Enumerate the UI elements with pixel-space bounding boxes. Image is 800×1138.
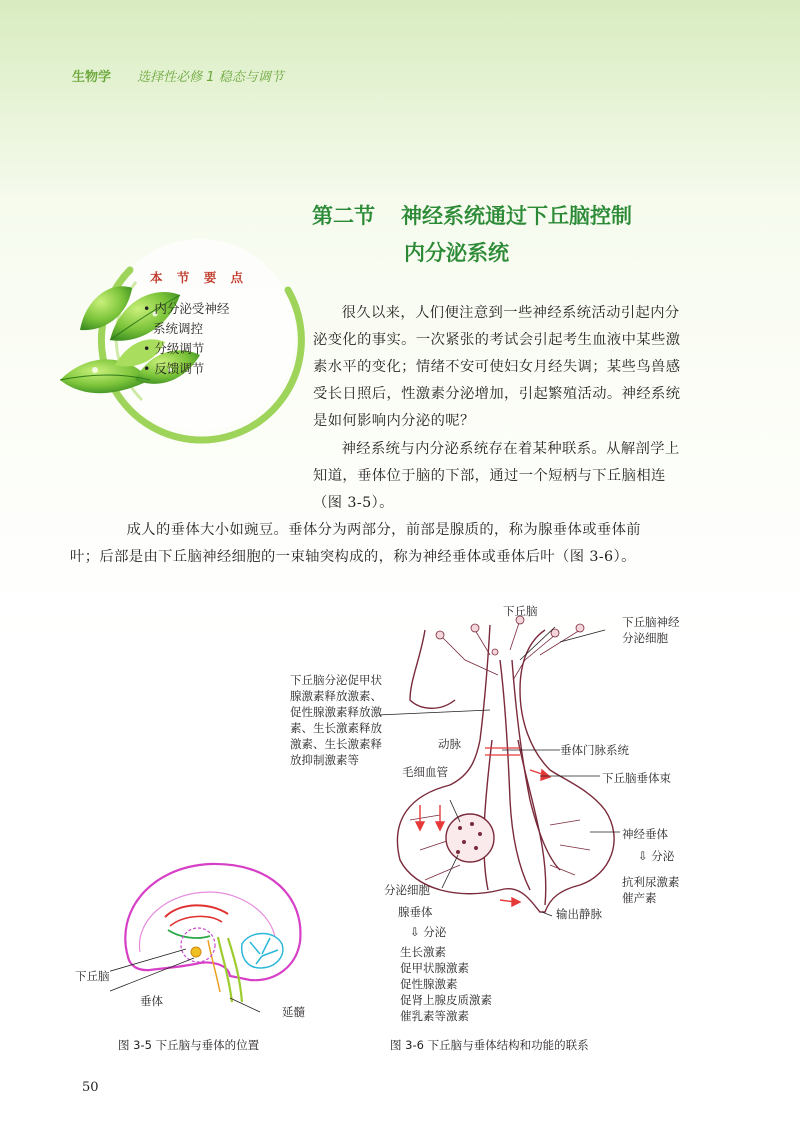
label-releasing-hormones: 下丘脑分泌促甲状 腺激素释放激素、 促性腺激素释放激 素、生长激素释放 激素、生长激素释 放抑制激素等 [290, 673, 382, 767]
key-point-item: • 分级调节 [143, 341, 205, 356]
key-point-item: • 反馈调节 [143, 361, 205, 376]
label-secrete-right: ⇩ 分泌 [638, 849, 675, 863]
paragraph-3-continued: 叶；后部是由下丘脑神经细胞的一束轴突构成的，称为神经垂体或垂体后叶（图 3-6）。 [70, 549, 636, 565]
page-number: 50 [82, 1080, 99, 1095]
label-hypothalamus: 下丘脑 [75, 969, 110, 983]
paragraph-3: 成人的垂体大小如豌豆。垂体分为两部分，前部是腺质的，称为腺垂体或垂体前 [126, 522, 641, 538]
figure-3-6-caption: 图 3-6 下丘脑与垂体结构和功能的联系 [390, 1038, 589, 1052]
section-number: 第二节 [312, 204, 375, 228]
label-secrete-left: ⇩ 分泌 [410, 925, 447, 939]
key-points-heading: 本 节 要 点 [150, 270, 249, 285]
label-adenohypophysis: 腺垂体 [398, 905, 433, 919]
label-hypothalamic-tract: 下丘脑垂体束 [602, 771, 671, 785]
label-pituitary: 垂体 [140, 994, 163, 1008]
header-subject: 生物学 [72, 70, 112, 85]
figure-3-5-caption: 图 3-5 下丘脑与垂体的位置 [118, 1038, 260, 1052]
running-header [72, 66, 284, 85]
section-title [312, 198, 632, 272]
label-neurosecretory-cells: 下丘脑神经 分泌细胞 [622, 615, 680, 645]
label-portal-system: 垂体门脉系统 [560, 743, 629, 757]
key-point-item-continued: 系统调控 [153, 321, 204, 336]
label-output-vein: 输出静脉 [556, 907, 602, 921]
label-neurohypophysis: 神经垂体 [622, 827, 668, 841]
paragraph-2: 神经系统与内分泌系统存在着某种联系。从解剖学上知道，垂体位于脑的下部，通过一个短柄与下丘脑相连（图 3-5）。 [313, 441, 680, 511]
label-capillary: 毛细血管 [402, 765, 448, 779]
header-book-title: 选择性必修 1 稳态与调节 [137, 70, 284, 85]
title-line-2: 内分泌系统 [404, 241, 509, 265]
label-anterior-hormones: 生长激素 促甲状腺激素 促性腺激素 促肾上腺皮质激素 催乳素等激素 [400, 945, 492, 1023]
paragraph-1: 很久以来，人们便注意到一些神经系统活动引起内分泌变化的事实。一次紧张的考试会引起考生血液中某些激素水平的变化；情绪不安可使妇女月经失调；某些鸟兽感受长日照后，性激素分泌增加，引起繁殖活动。神经系统是如何影响内分泌的呢？ [313, 305, 681, 429]
key-points-list [143, 299, 229, 379]
key-point-item: • 内分泌受神经 [143, 301, 230, 316]
title-line-1: 神经系统通过下丘脑控制 [401, 204, 632, 228]
label-endocrine-cell: 分泌细胞 [384, 883, 430, 897]
label-artery: 动脉 [438, 737, 461, 751]
label-posterior-hormones: 抗利尿激素 催产素 [622, 875, 680, 905]
label-medulla: 延髓 [282, 1005, 305, 1019]
label-hypothalamus-top: 下丘脑 [503, 604, 538, 618]
